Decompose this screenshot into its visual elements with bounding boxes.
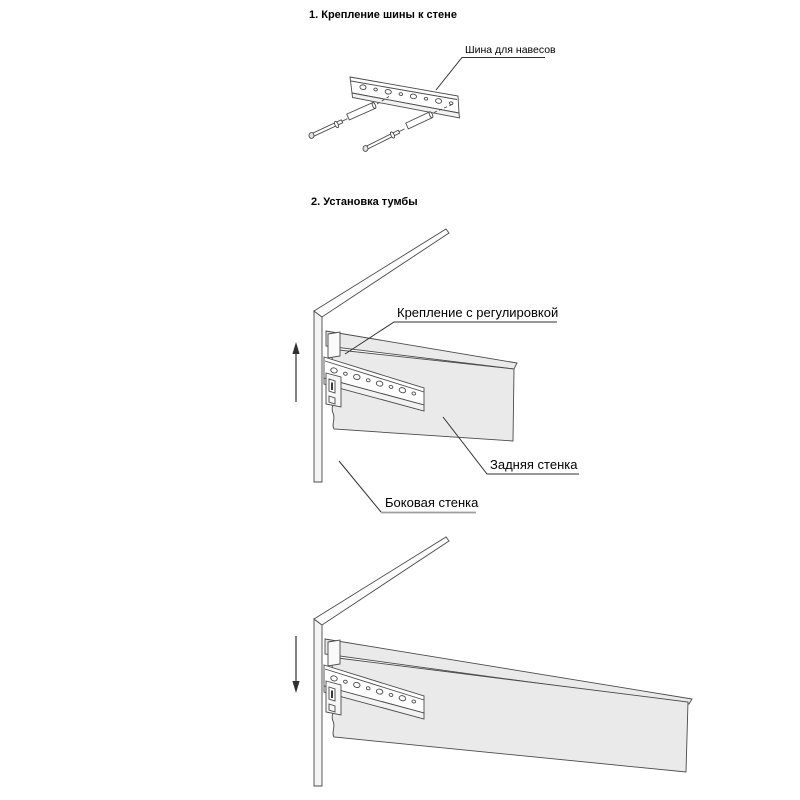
wall-plug-right [406,111,434,129]
rail-hole [374,88,378,91]
bracket-upper-tab [328,332,340,358]
screw-anchor-right [363,129,405,152]
rail-label-leader [436,58,545,91]
bracket-upper-tab [328,640,340,666]
rail-label: Шина для навесов [465,44,556,56]
rail-hole [343,372,347,376]
screw-head [363,146,368,152]
screw-head [309,133,314,139]
rail-hole [399,92,403,95]
rail-hole [366,378,370,382]
adjustable-bracket [326,373,341,407]
adjustable-bracket [326,681,341,715]
side-panel-label: Боковая стенка [385,495,479,510]
wall-edge-face [314,619,322,786]
screw-shaft [312,120,342,136]
side-panel-label-leader [339,461,381,512]
screw-shaft [366,130,399,149]
rail-hole [360,84,367,90]
rail-hole [424,97,428,100]
screw-tip [342,119,348,122]
wall-top-edge [314,229,449,317]
cabinet-diagram-raised [292,229,517,482]
wall-top-edge [314,537,449,625]
rail-hole [389,385,393,389]
rail-hole [366,686,370,690]
down-arrow-icon [292,636,299,693]
step1-title: 1. Крепление шины к стене [309,9,457,21]
rail-hole [412,392,416,396]
rail-hole [435,98,442,104]
cabinet-diagram-lowered [292,537,692,786]
screw-tip [399,129,405,132]
back-panel-label: Задняя стенка [490,457,578,472]
plug-body [406,112,433,129]
rail-hole [389,693,393,697]
step2-title: 2. Установка тумбы [311,196,418,208]
rail-hole [343,680,347,684]
wall-plug-left [347,102,377,120]
up-arrow-icon [292,342,299,402]
rail-hole [385,89,392,95]
wall-edge-face [314,311,322,482]
rail-hole [412,700,416,704]
bracket-label: Крепление с регулировкой [397,305,559,320]
plug-body [347,103,376,120]
screw-anchor-left [309,119,348,139]
rail-hole [410,94,417,100]
